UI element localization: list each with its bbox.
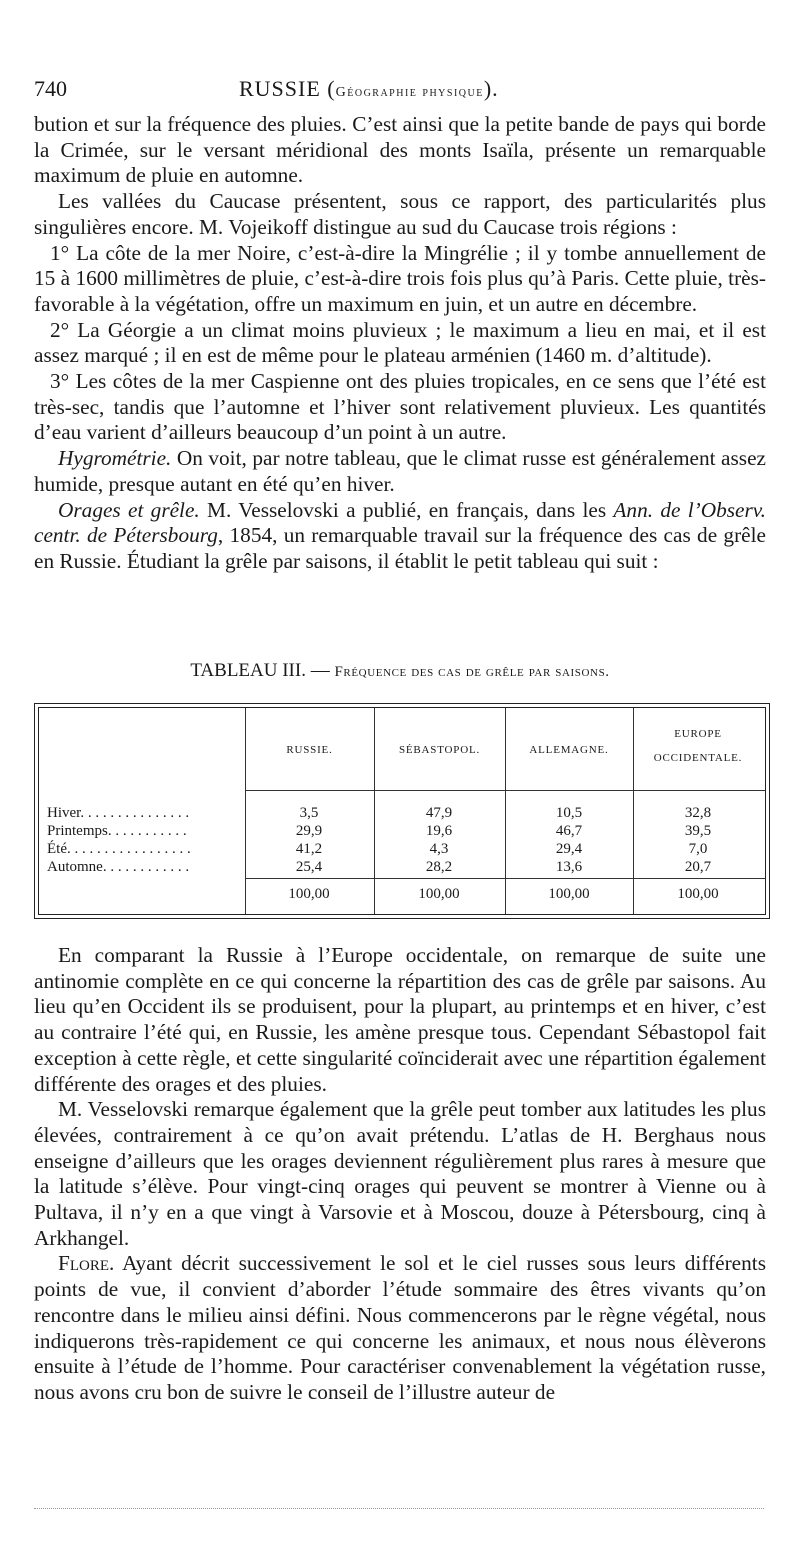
hygrometrie-heading: Hygrométrie.: [58, 446, 172, 471]
total-cell: 100,00: [418, 886, 460, 902]
running-head-end: ).: [483, 76, 499, 101]
column-divider: [374, 708, 375, 914]
running-head-main: RUSSIE (: [239, 76, 336, 101]
paragraph-latitudes: M. Vesselovski remarque également que la grêle peut tomber aux latitudes les plus élevées, contrairement à ce qu’on avait prétendu. L’atlas de H. Berghaus nous enseigne d’ailleurs que les orages deviennent régulièrement plus rares à mesure que la latitude s’élève. Pour vingt-cinq orages qui peuvent se montrer à Vienne ou à Pultava, il n’y en a que vingt à Varsovie et à Moscou, douze à Pétersbourg, cinq à Arkhangel.: [34, 1097, 766, 1250]
total-cell: 100,00: [548, 886, 590, 902]
table-cell: 7,0: [688, 841, 708, 857]
paragraph-hygrometrie: [34, 446, 766, 497]
orages-text-a: M. Vesselovski a publié, en français, dans les: [199, 497, 614, 522]
running-head: [239, 76, 499, 102]
table-cell: 4,3: [429, 841, 449, 857]
orages-text-b: , 1854, un remarquable travail sur la fréquence des cas de grêle en Russie. Étudiant la grêle par saisons, il établit le petit tableau qui suit :: [34, 523, 766, 573]
paragraph-region-1: 1° La côte de la mer Noire, c’est-à-dire la Mingrélie ; il y tombe annuellement de 15 à 1600 millimètres de pluie, c’est-à-dire trois fois plus qu’à Paris. Cette pluie, très-favorable à la végétation, offre un maximum en juin, et un autre en décembre.: [34, 240, 766, 316]
table-cell: 10,5: [555, 805, 583, 821]
page-header: [34, 76, 774, 106]
table-inner-frame: [38, 707, 766, 915]
col-header-allemagne: ALLEMAGNE.: [529, 744, 609, 756]
table-cell: 19,6: [425, 823, 453, 839]
journal-title: Ann. de l’Observ. centr. de Pétersbourg: [34, 497, 766, 548]
table-cell: 29,9: [295, 823, 323, 839]
body-text-top: [34, 112, 766, 575]
col-header-europe: EUROPE: [674, 728, 722, 740]
row-label-ete: Été. . . . . . . . . . . . . . . . .: [47, 841, 191, 857]
col-header-russie: RUSSIE.: [286, 744, 333, 756]
table-cell: 46,7: [555, 823, 583, 839]
col-header-sebastopol: SÉBASTOPOL.: [398, 744, 481, 756]
table-cell: 32,8: [684, 805, 712, 821]
flore-text: Ayant décrit successivement le sol et le ciel russes sous leurs différents points de vue, il convient d’aborder l’étude sommaire des êtres vivants qu’on rencontre dans le milieu ainsi défini. Nous commencerons par le règne végétal, nous indiquerons très-rapidement ce qui concerne les animaux, et nous nous élèverons ensuite à l’étude de l’homme. Pour caractériser convenablement la végétation russe, nous avons cru bon de suivre le conseil de l’illustre auteur de: [34, 1251, 766, 1404]
column-divider: [505, 708, 506, 914]
running-head-subtitle: Géographie physique: [335, 85, 484, 100]
totals-rule: [245, 878, 765, 879]
table-cell: 39,5: [684, 823, 712, 839]
col-header-occidentale: OCCIDENTALE.: [653, 752, 743, 764]
paragraph-caucasus: Les vallées du Caucase présentent, sous ce rapport, des particularités plus singulières encore. M. Vojeikoff distingue au sud du Caucase trois régions :: [34, 189, 766, 239]
total-cell: 100,00: [288, 886, 330, 902]
total-cell: 100,00: [677, 886, 719, 902]
table-cell: 47,9: [425, 805, 453, 821]
paragraph-region-3: 3° Les côtes de la mer Caspienne ont des pluies tropicales, en ce sens que l’été est très-sec, tandis que l’automne et l’hiver sont relativement pluvieux. Les quantités d’eau varient d’ailleurs beaucoup d’un point à un autre.: [34, 369, 766, 445]
table-cell: 41,2: [295, 841, 323, 857]
table-cell: 25,4: [295, 859, 323, 875]
bottom-rule: [34, 1508, 764, 1509]
table-cell: 28,2: [425, 859, 453, 875]
table-cell: 29,4: [555, 841, 583, 857]
row-label-hiver: Hiver. . . . . . . . . . . . . . .: [47, 805, 190, 821]
page-number: 740: [34, 76, 67, 101]
hail-frequency-table: [34, 703, 770, 919]
body-text-bottom: [34, 943, 766, 1406]
table-cell: 20,7: [684, 859, 712, 875]
paragraph-comparison: En comparant la Russie à l’Europe occidentale, on remarque de suite une antinomie complète en ce qui concerne la répartition des cas de grêle par saisons. Au lieu qu’en Occident ils se produisent, pour la plupart, au printemps et en hiver, c’est au contraire l’été qui, en Russie, les amène presque tous. Cependant Sébastopol fait exception à cette règle, et cette singularité coïnciderait avec une répartition également différente des orages et des pluies.: [34, 943, 766, 1096]
row-label-printemps: Printemps. . . . . . . . . . .: [47, 823, 187, 839]
paragraph-continued: bution et sur la fréquence des pluies. C’est ainsi que la petite bande de pays qui borde la Crimée, sur le versant méridional des monts Isaïla, présente un remarquable maximum de pluie en automne.: [34, 112, 766, 188]
flore-heading: Flore.: [58, 1251, 115, 1276]
hygrometrie-text: On voit, par notre tableau, que le climat russe est généralement assez humide, presque autant en été qu’en hiver.: [34, 446, 766, 496]
table-title-main: TABLEAU III. —: [190, 660, 330, 681]
paragraph-flore: [34, 1251, 766, 1405]
table-title: [0, 660, 800, 682]
column-divider: [245, 708, 246, 914]
table-title-caption: Fréquence des cas de grêle par saisons.: [334, 664, 610, 680]
table-cell: 13,6: [555, 859, 583, 875]
table-cell: 3,5: [299, 805, 319, 821]
orages-heading: Orages et grêle.: [58, 497, 200, 522]
row-label-automne: Automne. . . . . . . . . . . .: [47, 859, 190, 875]
paragraph-region-2: 2° La Géorgie a un climat moins pluvieux ; le maximum a lieu en mai, et il est assez marqué ; il en est de même pour le plateau arménien (1460 m. d’altitude).: [34, 317, 766, 368]
paragraph-orages: [34, 498, 766, 575]
header-rule: [245, 790, 765, 791]
